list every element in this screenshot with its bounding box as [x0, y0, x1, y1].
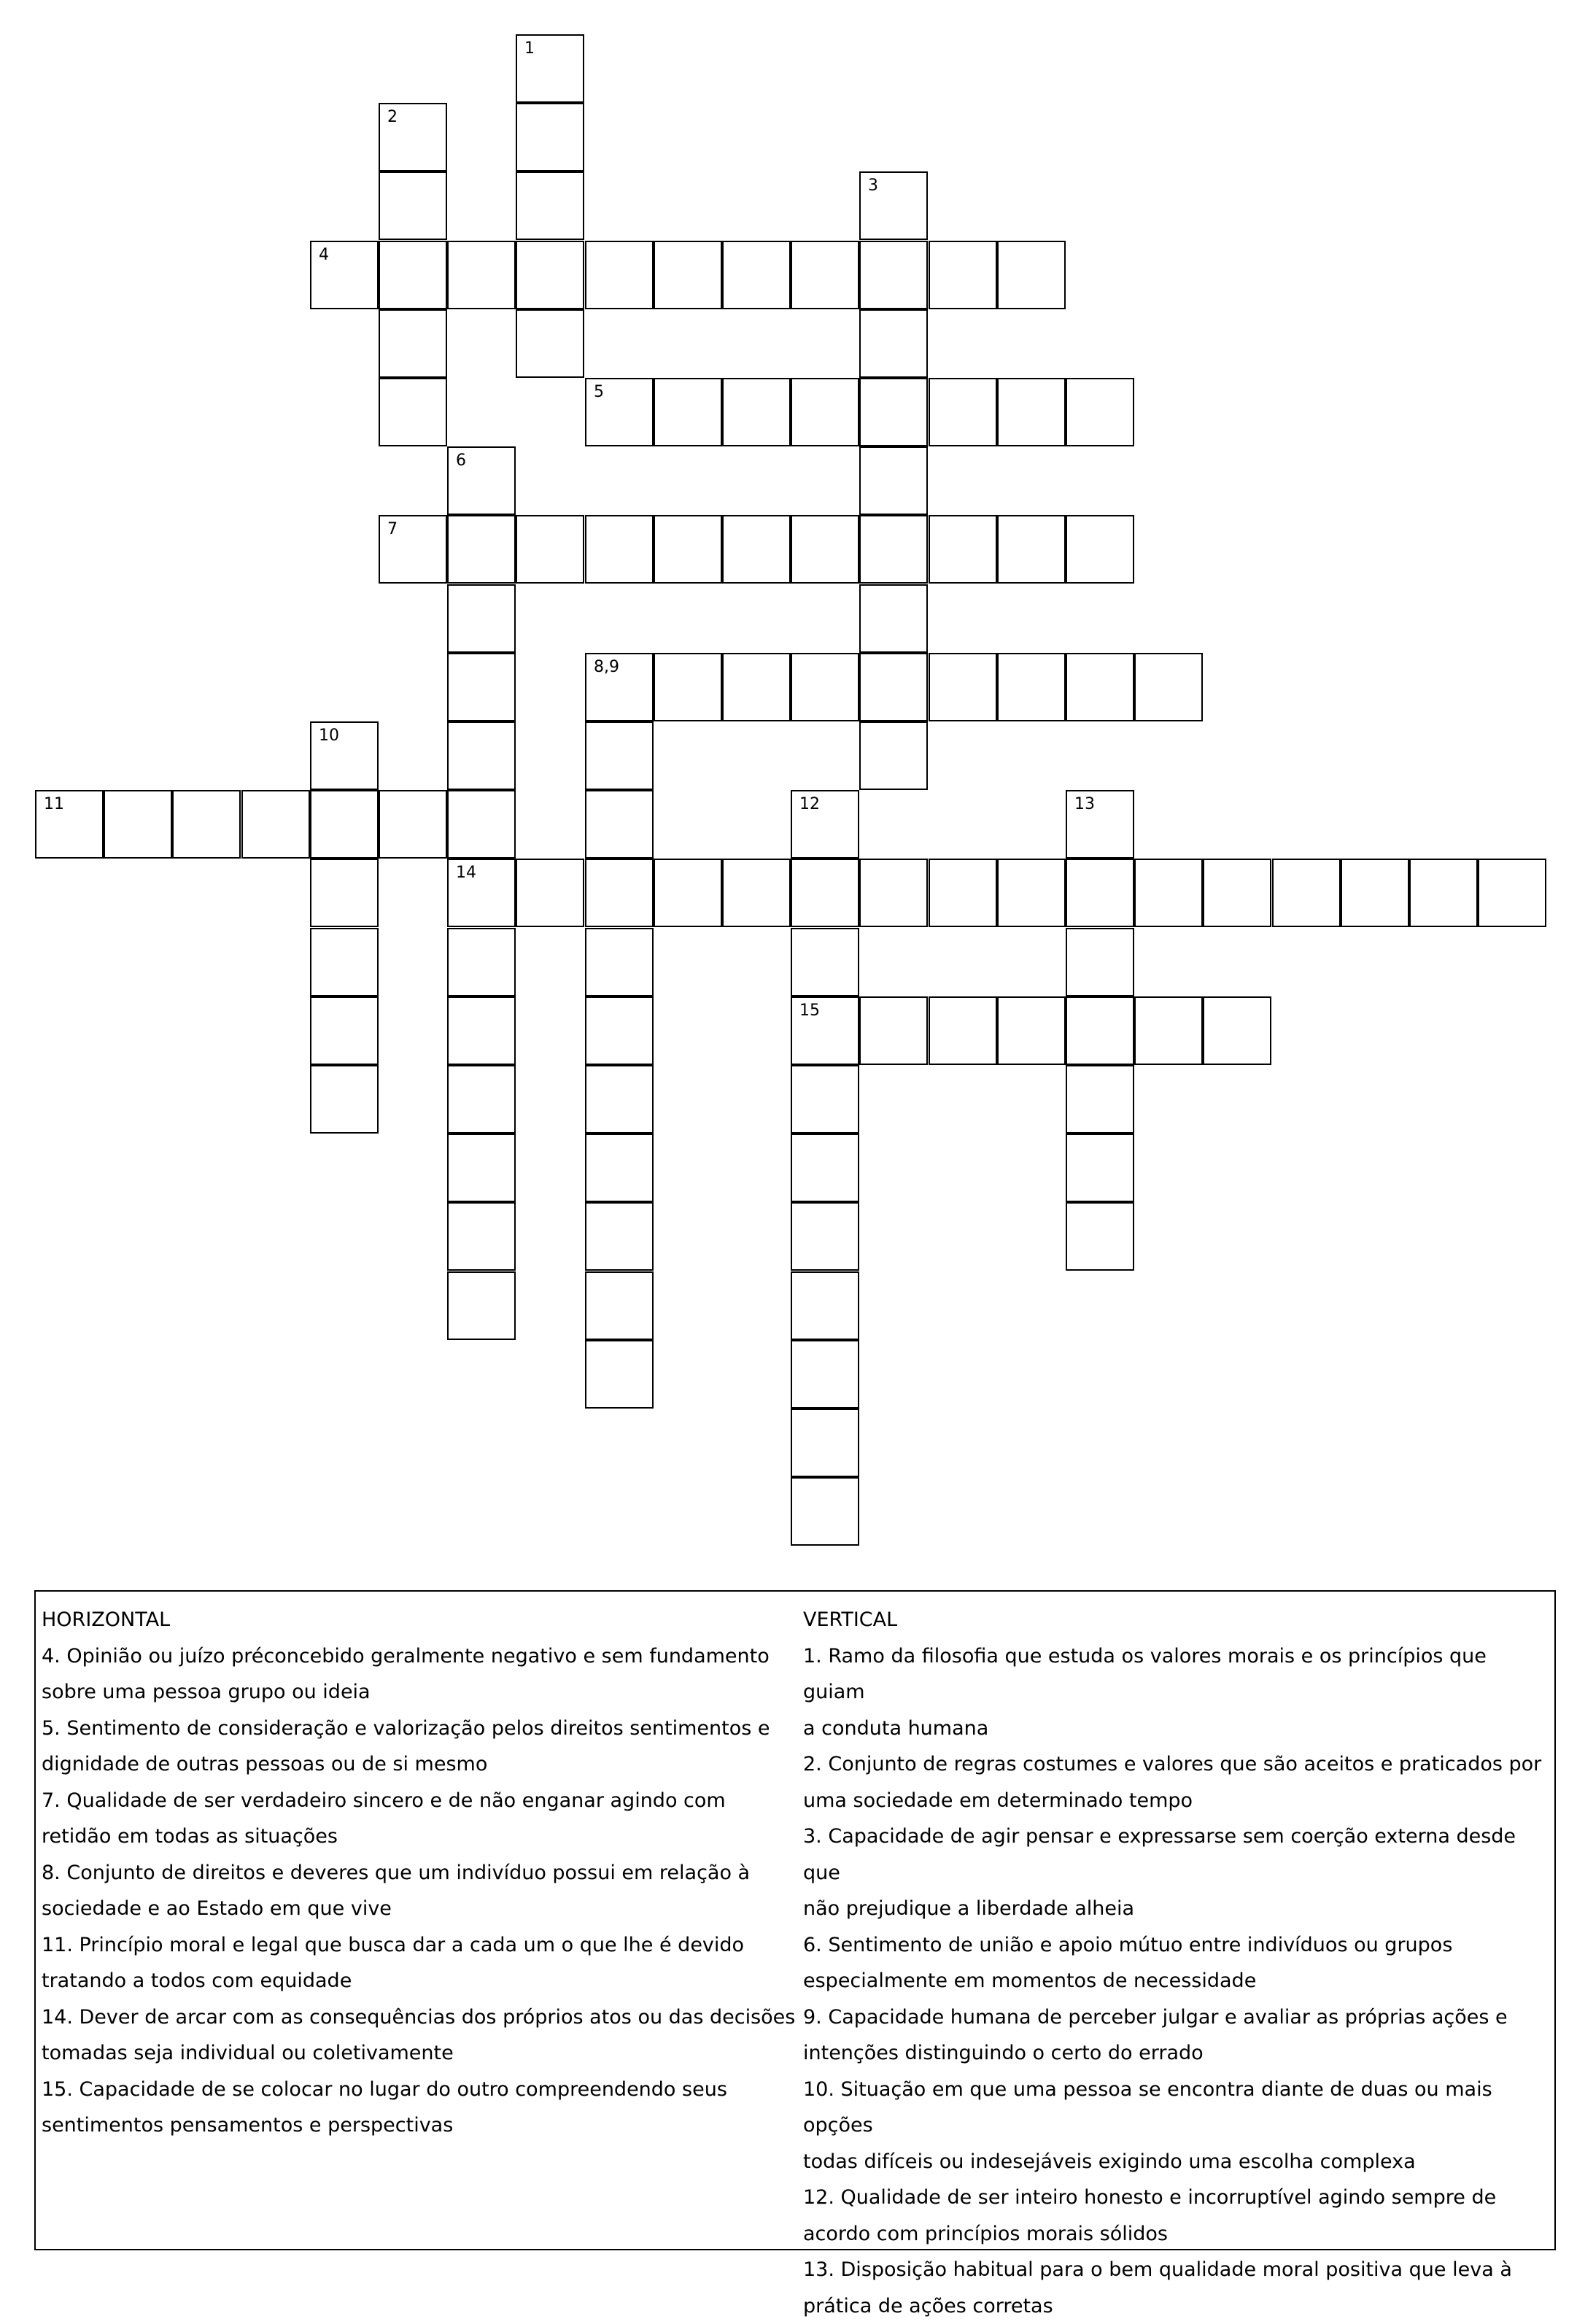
crossword-cell[interactable] [1134, 653, 1203, 721]
crossword-cell[interactable] [791, 378, 859, 446]
clue-line: 8. Conjunto de direitos e deveres que um indivíduo possui em relação à [42, 1855, 800, 1891]
clue-number: 12 [799, 794, 820, 815]
crossword-cell[interactable] [1409, 859, 1478, 927]
clue-line: acordo com princípios morais sólidos [803, 2216, 1554, 2253]
crossword-cell[interactable] [104, 790, 172, 859]
vertical-title: VERTICAL [803, 1602, 1554, 1638]
crossword-cell[interactable] [997, 859, 1066, 927]
crossword-cell[interactable] [585, 1134, 654, 1202]
crossword-cell[interactable] [585, 378, 654, 446]
clue-number: 4 [319, 245, 329, 266]
clue-line: 15. Capacidade de se colocar no lugar do outro compreendendo seus [42, 2072, 800, 2108]
clue-line: dignidade de outras pessoas ou de si mesmo [42, 1746, 800, 1783]
clue-line: prática de ações corretas [803, 2288, 1554, 2324]
crossword-cell[interactable] [791, 928, 859, 996]
clue-line: especialmente em momentos de necessidade [803, 1963, 1554, 1999]
clues-box [34, 1590, 1556, 2250]
crossword-cell[interactable] [791, 1065, 859, 1134]
clue-line: 4. Opinião ou juízo préconcebido geralmente negativo e sem fundamento [42, 1638, 800, 1675]
clue-line: sociedade e ao Estado em que vive [42, 1891, 800, 1927]
crossword-cell[interactable] [859, 171, 928, 240]
crossword-cell[interactable] [35, 790, 104, 859]
crossword-cell[interactable] [585, 1271, 654, 1340]
horizontal-title: HORIZONTAL [42, 1602, 800, 1638]
crossword-cell[interactable] [859, 653, 928, 721]
crossword-cell[interactable] [1066, 653, 1134, 721]
crossword-cell[interactable] [310, 790, 379, 859]
crossword-cell[interactable] [859, 378, 928, 446]
crossword-cell[interactable] [791, 1202, 859, 1271]
crossword-cell[interactable] [997, 378, 1066, 446]
crossword-cell[interactable] [379, 103, 447, 171]
crossword-cell[interactable] [585, 790, 654, 859]
crossword-cell[interactable] [929, 653, 997, 721]
clue-number: 3 [868, 176, 878, 196]
crossword-cell[interactable] [1066, 378, 1134, 446]
clue-line: 6. Sentimento de união e apoio mútuo entre indivíduos ou grupos [803, 1927, 1554, 1964]
crossword-cell[interactable] [1134, 996, 1203, 1065]
horizontal-clue-list [42, 1638, 800, 2144]
crossword-cell[interactable] [241, 790, 310, 859]
clue-number: 11 [44, 794, 64, 815]
crossword-cell[interactable] [1066, 928, 1134, 996]
crossword-cell[interactable] [379, 515, 447, 584]
crossword-cell[interactable] [791, 1409, 859, 1477]
crossword-cell[interactable] [859, 241, 928, 309]
crossword-cell[interactable] [1066, 1134, 1134, 1202]
crossword-cell[interactable] [997, 515, 1066, 584]
crossword-cell[interactable] [791, 653, 859, 721]
crossword-cell[interactable] [447, 515, 516, 584]
crossword-cell[interactable] [722, 859, 791, 927]
crossword-cell[interactable] [1066, 515, 1134, 584]
clue-line: 1. Ramo da filosofia que estuda os valores morais e os princípios que guiam [803, 1638, 1554, 1711]
crossword-cell[interactable] [791, 859, 859, 927]
crossword-cell[interactable] [997, 653, 1066, 721]
crossword-cell[interactable] [791, 1340, 859, 1409]
crossword-cell[interactable] [516, 34, 584, 103]
crossword-cell[interactable] [791, 1134, 859, 1202]
clue-line: não prejudique a liberdade alheia [803, 1891, 1554, 1927]
crossword-cell[interactable] [516, 241, 584, 309]
crossword-cell[interactable] [654, 378, 722, 446]
clue-line: 12. Qualidade de ser inteiro honesto e incorruptível agindo sempre de [803, 2180, 1554, 2216]
crossword-cell[interactable] [516, 309, 584, 378]
crossword-cell[interactable] [1341, 859, 1409, 927]
crossword-cell[interactable] [516, 859, 584, 927]
crossword-cell[interactable] [859, 721, 928, 790]
crossword-cell[interactable] [447, 859, 516, 927]
clue-line: a conduta humana [803, 1711, 1554, 1747]
crossword-cell[interactable] [1066, 790, 1134, 859]
crossword-cell[interactable] [791, 241, 859, 309]
crossword-cell[interactable] [1066, 1202, 1134, 1271]
clue-number: 1 [524, 39, 535, 59]
clue-line: uma sociedade em determinado tempo [803, 1783, 1554, 1819]
crossword-cell[interactable] [997, 241, 1066, 309]
crossword-cell[interactable] [1066, 859, 1134, 927]
crossword-cell[interactable] [929, 996, 997, 1065]
crossword-cell[interactable] [447, 928, 516, 996]
crossword-cell[interactable] [310, 721, 379, 790]
crossword-cell[interactable] [447, 996, 516, 1065]
crossword-cell[interactable] [585, 515, 654, 584]
crossword-cell[interactable] [310, 928, 379, 996]
clue-line: intenções distinguindo o certo do errado [803, 2035, 1554, 2072]
crossword-cell[interactable] [447, 1271, 516, 1340]
crossword-cell[interactable] [447, 790, 516, 859]
clue-line: 9. Capacidade humana de perceber julgar e avaliar as próprias ações e [803, 1999, 1554, 2036]
crossword-cell[interactable] [585, 1202, 654, 1271]
clue-line: 11. Princípio moral e legal que busca dar a cada um o que lhe é devido [42, 1927, 800, 1964]
crossword-cell[interactable] [859, 859, 928, 927]
vertical-clues [803, 1602, 1554, 2324]
crossword-cell[interactable] [929, 378, 997, 446]
crossword-cell[interactable] [172, 790, 241, 859]
clue-line: sentimentos pensamentos e perspectivas [42, 2107, 800, 2144]
crossword-cell[interactable] [791, 1477, 859, 1546]
clue-line: 13. Disposição habitual para o bem qualidade moral positiva que leva à [803, 2252, 1554, 2288]
vertical-clue-list [803, 1638, 1554, 2324]
crossword-cell[interactable] [585, 721, 654, 790]
clue-line: sobre uma pessoa grupo ou ideia [42, 1674, 800, 1711]
clue-line: 5. Sentimento de consideração e valorização pelos direitos sentimentos e [42, 1711, 800, 1747]
crossword-cell[interactable] [516, 103, 584, 171]
crossword-cell[interactable] [929, 515, 997, 584]
crossword-cell[interactable] [379, 171, 447, 240]
crossword-cell[interactable] [379, 241, 447, 309]
clue-number: 6 [456, 451, 466, 471]
crossword-cell[interactable] [654, 515, 722, 584]
crossword-cell[interactable] [859, 515, 928, 584]
crossword-cell[interactable] [654, 241, 722, 309]
crossword-cell[interactable] [379, 790, 447, 859]
crossword-cell[interactable] [1066, 1065, 1134, 1134]
clue-number: 7 [387, 519, 398, 540]
crossword-cell[interactable] [585, 1340, 654, 1409]
crossword-cell[interactable] [516, 515, 584, 584]
crossword-cell[interactable] [447, 1202, 516, 1271]
crossword-cell[interactable] [654, 653, 722, 721]
crossword-cell[interactable] [929, 241, 997, 309]
crossword-cell[interactable] [1478, 859, 1546, 927]
crossword-cell[interactable] [722, 241, 791, 309]
crossword-cell[interactable] [585, 928, 654, 996]
clue-line: 7. Qualidade de ser verdadeiro sincero e de não enganar agindo com [42, 1783, 800, 1819]
crossword-cell[interactable] [447, 446, 516, 515]
crossword-cell[interactable] [447, 241, 516, 309]
crossword-cell[interactable] [859, 309, 928, 378]
clue-number: 13 [1074, 794, 1095, 815]
crossword-cell[interactable] [929, 859, 997, 927]
crossword-cell[interactable] [1134, 859, 1203, 927]
crossword-cell[interactable] [585, 859, 654, 927]
clue-number: 8,9 [594, 657, 619, 678]
crossword-cell[interactable] [310, 859, 379, 927]
clue-line: 14. Dever de arcar com as consequências dos próprios atos ou das decisões [42, 1999, 800, 2036]
crossword-cell[interactable] [1066, 996, 1134, 1065]
crossword-cell[interactable] [859, 996, 928, 1065]
crossword-cell[interactable] [379, 309, 447, 378]
clue-line: 3. Capacidade de agir pensar e expressarse sem coerção externa desde que [803, 1818, 1554, 1891]
clue-line: 2. Conjunto de regras costumes e valores que são aceitos e praticados por [803, 1746, 1554, 1783]
crossword-cell[interactable] [791, 996, 859, 1065]
crossword-cell[interactable] [722, 653, 791, 721]
clue-number: 10 [319, 726, 339, 746]
crossword-cell[interactable] [310, 241, 379, 309]
clue-number: 15 [799, 1001, 820, 1021]
crossword-cell[interactable] [310, 1065, 379, 1134]
crossword-cell[interactable] [447, 584, 516, 653]
crossword-cell[interactable] [722, 378, 791, 446]
crossword-cell[interactable] [722, 515, 791, 584]
horizontal-clues [42, 1602, 800, 2144]
clue-line: retidão em todas as situações [42, 1818, 800, 1855]
crossword-cell[interactable] [447, 653, 516, 721]
clue-number: 14 [456, 863, 476, 883]
crossword-cell[interactable] [859, 446, 928, 515]
clue-number: 5 [594, 382, 604, 403]
crossword-cell[interactable] [997, 996, 1066, 1065]
clue-line: tomadas seja individual ou coletivamente [42, 2035, 800, 2072]
clue-line: tratando a todos com equidade [42, 1963, 800, 1999]
crossword-cell[interactable] [516, 171, 584, 240]
clue-number: 2 [387, 107, 398, 128]
crossword-cell[interactable] [585, 1065, 654, 1134]
crossword-cell[interactable] [310, 996, 379, 1065]
crossword-cell[interactable] [791, 515, 859, 584]
crossword-cell[interactable] [379, 378, 447, 446]
crossword-cell[interactable] [585, 996, 654, 1065]
crossword-cell[interactable] [447, 1065, 516, 1134]
crossword-cell[interactable] [585, 241, 654, 309]
clue-line: todas difíceis ou indesejáveis exigindo uma escolha complexa [803, 2144, 1554, 2180]
clue-line: 10. Situação em que uma pessoa se encontra diante de duas ou mais opções [803, 2072, 1554, 2144]
crossword-cell[interactable] [859, 584, 928, 653]
crossword-cell[interactable] [447, 1134, 516, 1202]
crossword-cell[interactable] [1203, 996, 1271, 1065]
crossword-cell[interactable] [1203, 859, 1271, 927]
crossword-cell[interactable] [791, 1271, 859, 1340]
crossword-cell[interactable] [791, 790, 859, 859]
crossword-cell[interactable] [585, 653, 654, 721]
crossword-cell[interactable] [654, 859, 722, 927]
crossword-cell[interactable] [1272, 859, 1341, 927]
crossword-cell[interactable] [447, 721, 516, 790]
